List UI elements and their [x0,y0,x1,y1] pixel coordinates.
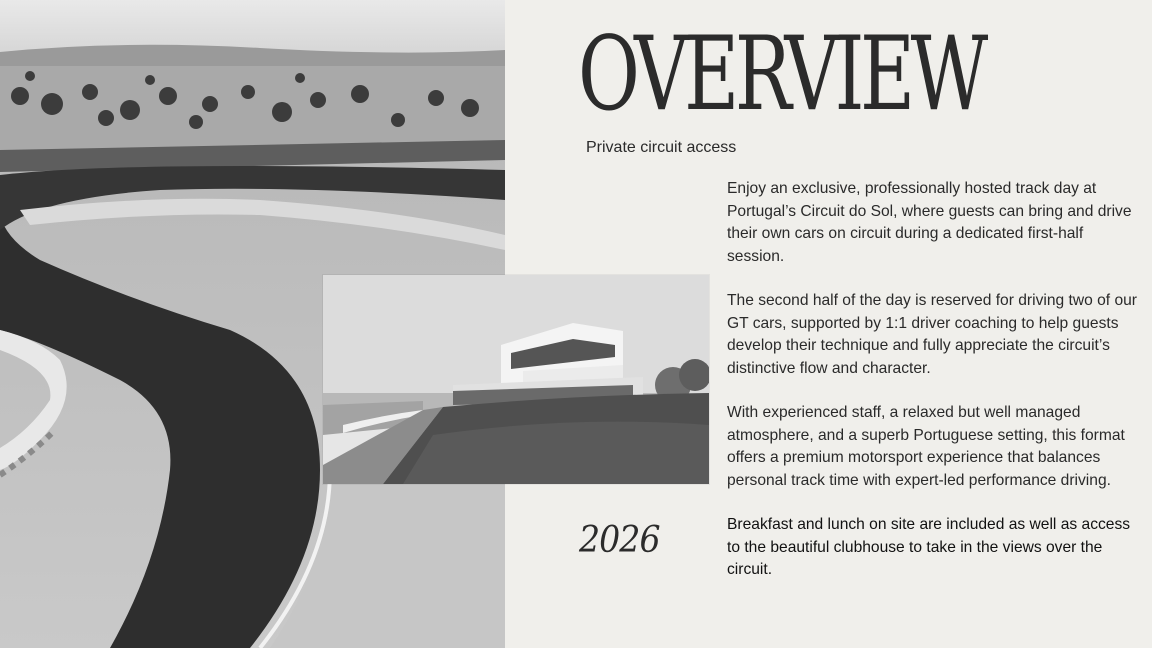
overview-body [727,178,1137,604]
page-title: OVERVIEW [578,15,984,134]
paragraph: Breakfast and lunch on site are included as well as access to the beautiful clubhouse to take in the views over the circuit. [727,516,1131,578]
paragraph: With experienced staff, a relaxed but well managed atmosphere, and a superb Portuguese setting, this format offers a premium motorsport experience that balances personal track time with expert-led performance driving. [727,404,1125,489]
page-subtitle: Private circuit access [586,139,737,156]
clubhouse-photo [323,275,709,484]
paragraph: Enjoy an exclusive, professionally hosted track day at Portugal’s Circuit do Sol, where guests can bring and drive their own cars on circuit during a dedicated first-half session. [727,180,1132,265]
year-label: 2026 [579,520,660,561]
paragraph: The second half of the day is reserved for driving two of our GT cars, supported by 1:1 driver coaching to help guests develop their technique and fully appreciate the circuit’s distinctive flow and character. [727,292,1137,377]
